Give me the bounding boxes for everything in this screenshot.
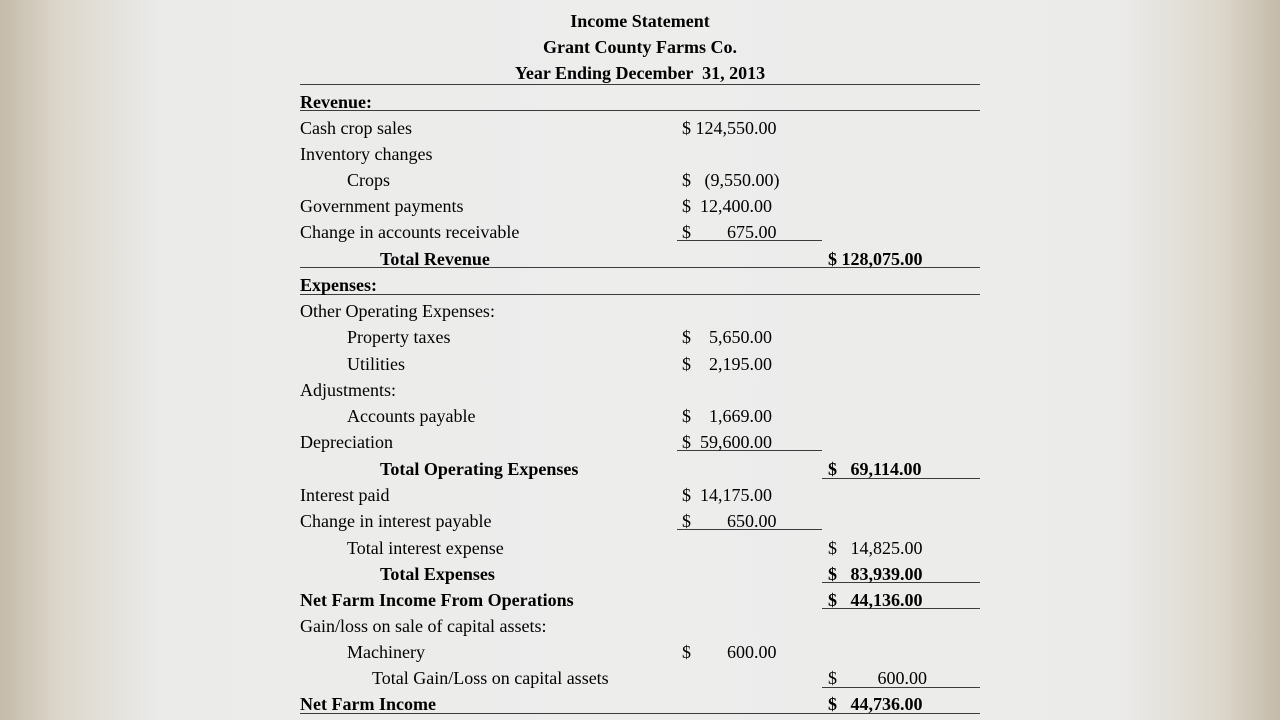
row-gain-loss-heading	[300, 612, 980, 638]
total-interest-expense-label: Total interest expense	[347, 538, 504, 558]
rule-header	[300, 84, 980, 85]
change-interest-payable-label: Change in interest payable	[300, 511, 492, 531]
row-crops	[300, 166, 980, 192]
company-name: Grant County Farms Co.	[543, 37, 737, 57]
other-operating-expenses-label: Other Operating Expenses:	[300, 301, 495, 321]
net-farm-income-label: Net Farm Income	[300, 694, 436, 714]
row-total-operating-expenses	[300, 455, 980, 481]
net-farm-income-operations-amount: $ 44,136.00	[828, 590, 923, 610]
expenses-heading: Expenses:	[300, 275, 378, 295]
net-farm-income-operations-label: Net Farm Income From Operations	[300, 590, 574, 610]
interest-paid-label: Interest paid	[300, 485, 390, 505]
row-expenses-heading	[300, 271, 980, 297]
change-interest-payable-amount: $ 650.00	[682, 511, 777, 531]
interest-paid-amount: $ 14,175.00	[682, 485, 772, 505]
row-net-farm-income-operations	[300, 586, 980, 612]
machinery-label: Machinery	[347, 642, 425, 662]
row-total-interest-expense	[300, 534, 980, 560]
revenue-heading: Revenue:	[300, 92, 372, 112]
total-operating-expenses-label: Total Operating Expenses	[380, 459, 579, 479]
row-cash-crop-sales	[300, 114, 980, 140]
total-interest-expense-amount: $ 14,825.00	[828, 538, 923, 558]
row-revenue-heading	[300, 88, 980, 114]
change-accounts-receivable-amount: $ 675.00	[682, 222, 777, 242]
total-expenses-amount: $ 83,939.00	[828, 564, 923, 584]
total-gain-loss-amount: $ 600.00	[828, 668, 927, 688]
government-payments-label: Government payments	[300, 196, 464, 216]
row-property-taxes	[300, 323, 980, 349]
row-change-accounts-receivable	[300, 218, 980, 244]
gain-loss-heading: Gain/loss on sale of capital assets:	[300, 616, 547, 636]
row-net-farm-income	[300, 690, 980, 716]
machinery-amount: $ 600.00	[682, 642, 777, 662]
row-machinery	[300, 638, 980, 664]
row-utilities	[300, 350, 980, 376]
statement-period: Year Ending December 31, 2013	[514, 63, 766, 83]
utilities-label: Utilities	[347, 354, 405, 374]
inventory-changes-label: Inventory changes	[300, 144, 433, 164]
utilities-amount: $ 2,195.00	[682, 354, 772, 374]
cash-crop-sales-amount: $ 124,550.00	[682, 118, 777, 138]
row-inventory-changes	[300, 140, 980, 166]
government-payments-amount: $ 12,400.00	[682, 196, 772, 216]
row-change-interest-payable	[300, 507, 980, 533]
cash-crop-sales-label: Cash crop sales	[300, 118, 412, 138]
row-other-operating-expenses	[300, 297, 980, 323]
depreciation-amount: $ 59,600.00	[682, 432, 772, 452]
accounts-payable-amount: $ 1,669.00	[682, 406, 772, 426]
total-operating-expenses-amount: $ 69,114.00	[828, 459, 922, 479]
property-taxes-label: Property taxes	[347, 327, 451, 347]
adjustments-label: Adjustments:	[300, 380, 397, 400]
crops-label: Crops	[347, 170, 391, 190]
property-taxes-amount: $ 5,650.00	[682, 327, 772, 347]
total-expenses-label: Total Expenses	[380, 564, 495, 584]
row-total-expenses	[300, 560, 980, 586]
row-accounts-payable	[300, 402, 980, 428]
net-farm-income-amount: $ 44,736.00	[828, 694, 923, 714]
row-interest-paid	[300, 481, 980, 507]
total-revenue-amount: $ 128,075.00	[828, 249, 923, 269]
row-adjustments	[300, 376, 980, 402]
total-revenue-label: Total Revenue	[380, 249, 490, 269]
row-total-revenue	[300, 245, 980, 271]
statement-title: Income Statement	[570, 11, 710, 31]
crops-amount: $ (9,550.00)	[682, 170, 780, 190]
change-accounts-receivable-label: Change in accounts receivable	[300, 222, 520, 242]
total-gain-loss-label: Total Gain/Loss on capital assets	[372, 668, 609, 688]
row-depreciation	[300, 428, 980, 454]
row-total-gain-loss	[300, 664, 980, 690]
row-government-payments	[300, 192, 980, 218]
depreciation-label: Depreciation	[300, 432, 393, 452]
accounts-payable-label: Accounts payable	[347, 406, 476, 426]
